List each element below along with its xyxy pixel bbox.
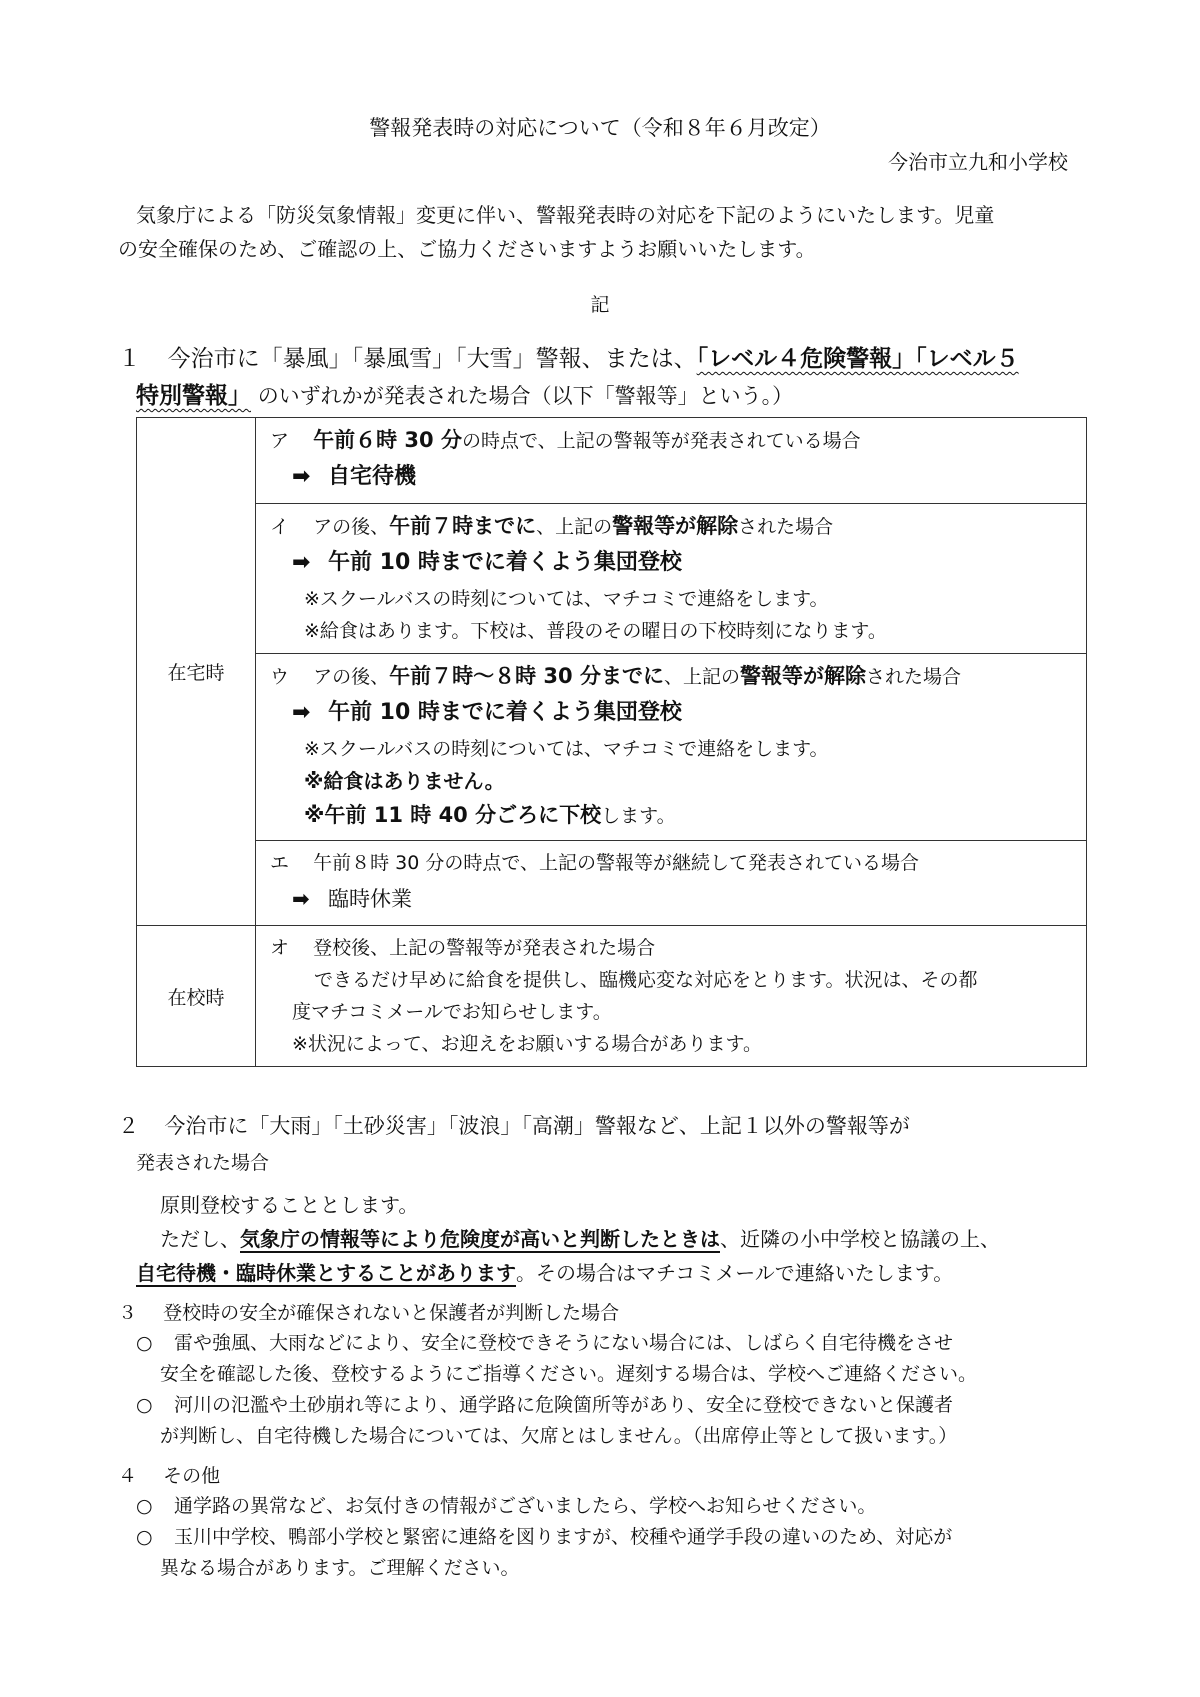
section2-title-a: 今治市に「大雨」「土砂災害」「波浪」「高潮」警報など、上記１以外の警報等が bbox=[164, 1114, 910, 1138]
arrow-icon: ➡ bbox=[292, 550, 311, 575]
circle-bullet-icon: ○ bbox=[136, 1394, 153, 1416]
case-i-mid: 、上記の bbox=[536, 516, 613, 538]
circle-bullet-icon: ○ bbox=[136, 1332, 153, 1354]
section3-b1a: 雷や強風、大雨などにより、安全に登校できそうにない場合には、しばらく自宅待機をさせ bbox=[174, 1332, 954, 1354]
section2-p2-post: 、近隣の小中学校と協議の上、 bbox=[720, 1227, 1000, 1251]
case-e-result: 臨時休業 bbox=[328, 887, 412, 911]
case-u-post: された場合 bbox=[866, 666, 962, 688]
section1-text-a: 今治市に「暴風」「暴風雪」「大雪」警報、または、 bbox=[167, 346, 697, 372]
section1-bold-b: 特別警報」 bbox=[136, 383, 251, 409]
section4-b1: 通学路の異常など、お気付きの情報がございましたら、学校へお知らせください。 bbox=[174, 1495, 877, 1517]
section2-p3-underlined: 自宅待機・臨時休業とすることがあります bbox=[136, 1261, 516, 1285]
section1-text-b: のいずれかが発表された場合（以下「警報等」という。） bbox=[257, 384, 794, 408]
section3-b1b: 安全を確認した後、登校するようにご指導ください。遅刻する場合は、学校へご連絡ください。 bbox=[160, 1363, 978, 1385]
case-i-note1: ※スクールバスの時刻については、マチコミで連絡をします。 bbox=[304, 588, 829, 610]
case-e bbox=[256, 841, 1087, 926]
section3-number: ３ bbox=[118, 1302, 138, 1324]
section2-p2-pre: ただし、 bbox=[160, 1227, 240, 1251]
section2-p3-post: 。その場合はマチコミメールで連絡いたします。 bbox=[516, 1261, 954, 1285]
section1-number: １ bbox=[118, 346, 141, 372]
case-e-text: 午前８時 30 分の時点で、上記の警報等が継続して発表されている場合 bbox=[313, 852, 919, 874]
case-o-body2: 度マチコミメールでお知らせします。 bbox=[292, 1001, 612, 1023]
case-a bbox=[256, 418, 1087, 504]
section3-b2a: 河川の氾濫や土砂崩れ等により、通学路に危険箇所等があり、安全に登校できないと保護者 bbox=[174, 1394, 954, 1416]
section4-b2b: 異なる場合があります。ご理解ください。 bbox=[160, 1557, 520, 1579]
section3-heading bbox=[118, 1298, 619, 1328]
case-i-result: 午前 10 時までに着くよう集団登校 bbox=[328, 550, 682, 575]
intro-line-1: 気象庁による「防災気象情報」変更に伴い、警報発表時の対応を下記のようにいたします。児童 bbox=[136, 203, 995, 227]
case-u-bold2: 警報等が解除 bbox=[740, 664, 866, 688]
case-a-bold: 午前６時 30 分 bbox=[313, 428, 462, 452]
case-i bbox=[256, 504, 1087, 654]
section4-number: ４ bbox=[118, 1465, 138, 1487]
section4-heading bbox=[118, 1461, 220, 1488]
circle-bullet-icon: ○ bbox=[136, 1495, 153, 1517]
intro-line-2: の安全確保のため、ご確認の上、ご協力くださいますようお願いいたします。 bbox=[118, 237, 816, 261]
case-u-bold1: 午前７時～８時 30 分までに bbox=[389, 664, 664, 688]
arrow-icon: ➡ bbox=[292, 464, 311, 489]
case-i-note2: ※給食はあります。下校は、普段のその曜日の下校時刻になります。 bbox=[304, 620, 887, 642]
case-o-body1: できるだけ早めに給食を提供し、臨機応変な対応をとります。状況は、その都 bbox=[314, 969, 978, 991]
section2-heading bbox=[118, 1108, 910, 1144]
circle-bullet-icon: ○ bbox=[136, 1526, 153, 1548]
case-i-bold2: 警報等が解除 bbox=[612, 514, 739, 538]
section2-title-b: 発表された場合 bbox=[136, 1152, 270, 1174]
case-e-mark: エ bbox=[270, 852, 290, 874]
home-label: 在宅時 bbox=[137, 418, 256, 926]
section4-b2a: 玉川中学校、鴨部小学校と緊密に連絡を図りますが、校種や通学手段の違いのため、対応が bbox=[174, 1526, 953, 1548]
section2-p2-underlined: 気象庁の情報等により危険度が高いと判断したときは bbox=[240, 1227, 720, 1251]
case-a-mark: ア bbox=[270, 430, 290, 452]
case-i-bold1: 午前７時までに bbox=[389, 514, 537, 538]
section1-heading-cont bbox=[136, 378, 793, 414]
case-a-rest: の時点で、上記の警報等が発表されている場合 bbox=[461, 430, 861, 452]
case-o-note: ※状況によって、お迎えをお願いする場合があります。 bbox=[292, 1033, 763, 1055]
section2-body bbox=[136, 1188, 1000, 1290]
case-i-post: された場合 bbox=[738, 516, 834, 538]
intro-paragraph bbox=[118, 198, 1088, 266]
section4-list bbox=[136, 1491, 952, 1584]
case-a-result: 自宅待機 bbox=[328, 464, 417, 489]
case-u-pre: アの後、 bbox=[313, 666, 390, 688]
case-o-text: 登校後、上記の警報等が発表された場合 bbox=[313, 937, 656, 959]
section4-title: その他 bbox=[163, 1465, 221, 1487]
case-u-mid: 、上記の bbox=[663, 666, 740, 688]
section3-list bbox=[136, 1328, 977, 1452]
section2-number: ２ bbox=[118, 1114, 139, 1138]
case-u bbox=[256, 654, 1087, 841]
case-u-note3-rest: します。 bbox=[601, 805, 676, 827]
school-label: 在校時 bbox=[137, 926, 256, 1067]
section1-heading bbox=[118, 340, 1019, 378]
case-i-mark: イ bbox=[270, 516, 290, 538]
case-u-note1: ※スクールバスの時刻については、マチコミで連絡をします。 bbox=[304, 738, 829, 760]
ki-heading: 記 bbox=[590, 294, 610, 316]
school-name: 今治市立九和小学校 bbox=[888, 150, 1068, 174]
case-u-mark: ウ bbox=[270, 666, 290, 688]
section3-title: 登校時の安全が確保されないと保護者が判断した場合 bbox=[163, 1302, 620, 1324]
case-o bbox=[256, 926, 1087, 1067]
section2-p1: 原則登校することとします。 bbox=[160, 1193, 419, 1217]
section3-b2b: が判断し、自宅待機した場合については、欠席とはしません。（出席停止等として扱います。） bbox=[160, 1425, 958, 1447]
case-o-mark: オ bbox=[270, 937, 290, 959]
page-title: 警報発表時の対応について（令和８年６月改定） bbox=[369, 116, 831, 140]
case-u-note2: ※給食はありません。 bbox=[304, 769, 505, 793]
arrow-icon: ➡ bbox=[292, 887, 310, 911]
response-table bbox=[136, 417, 1087, 1067]
arrow-icon: ➡ bbox=[292, 700, 311, 725]
case-i-pre: アの後、 bbox=[313, 516, 390, 538]
section1-bold-a: 「レベル４危険警報」「レベル５ bbox=[696, 346, 1019, 372]
case-u-note3-bold: ※午前 11 時 40 分ごろに下校 bbox=[304, 803, 602, 827]
case-u-result: 午前 10 時までに着くよう集団登校 bbox=[328, 700, 682, 725]
